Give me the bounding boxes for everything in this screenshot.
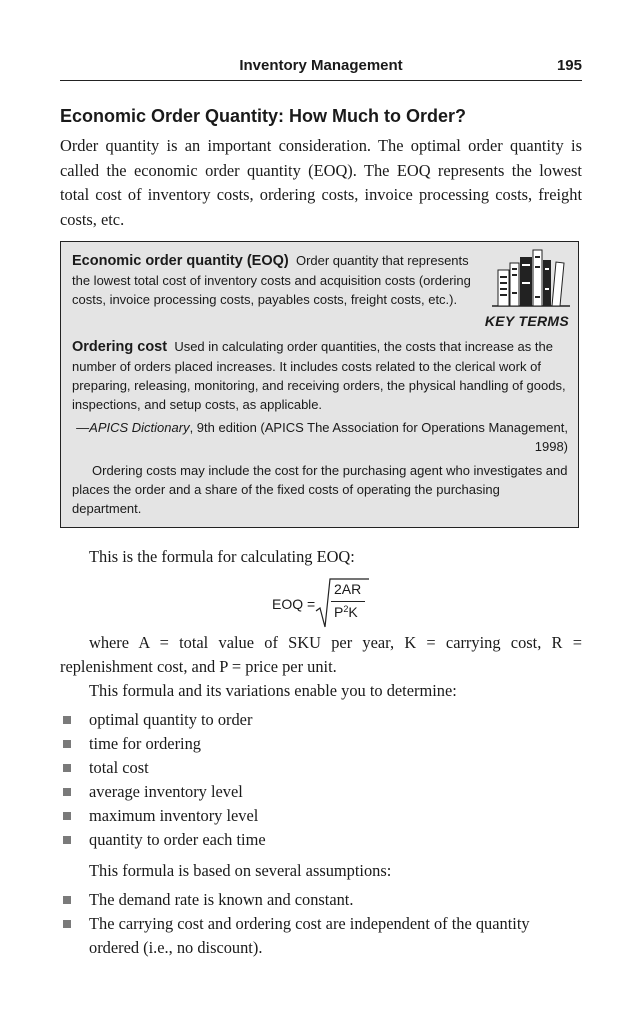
list-item: The carrying cost and ordering cost are independent of the quantity ordered (i.e., no discount). bbox=[60, 912, 582, 960]
formula-variables: where A = total value of SKU per year, K = carrying cost, R = replenishment cost, and P = price per unit. bbox=[60, 633, 582, 676]
citation-details: , 9th edition (APICS The Association for Operations Management, 1998) bbox=[189, 420, 568, 454]
key-term-eoq-definition: Order quantity that represents the lowest total cost of inventory costs and acquisition costs (ordering costs, invoice processing costs, payables costs, freight costs, etc.). bbox=[72, 253, 471, 307]
eoq-formula bbox=[272, 577, 382, 627]
determine-list bbox=[60, 708, 582, 852]
variations-text: This formula and its variations enable you to determine: bbox=[89, 681, 457, 700]
citation-dash: — bbox=[76, 420, 90, 435]
intro-paragraph: Order quantity is an important consideration. The optimal order quantity is called the economic order quantity (EOQ). The EOQ represents the lowest total cost of inventory costs, ordering costs, invoice processing costs, freight costs, etc. bbox=[60, 136, 582, 229]
key-term-ordering-cost bbox=[72, 337, 568, 414]
bullet-square-icon bbox=[63, 896, 71, 904]
formula-denominator: $P^2K$ bbox=[334, 604, 358, 620]
bullet-square-icon bbox=[63, 716, 71, 724]
formula-fraction-bar bbox=[331, 601, 365, 602]
list-item: average inventory level bbox=[60, 780, 582, 804]
bullet-square-icon bbox=[63, 812, 71, 820]
key-term-ordering-cost-term: Ordering cost bbox=[72, 339, 168, 355]
citation-source: APICS Dictionary bbox=[89, 420, 190, 435]
list-item: total cost bbox=[60, 756, 582, 780]
key-term-eoq-term: Economic order quantity (EOQ) bbox=[72, 253, 289, 269]
ordering-cost-note: Ordering costs may include the cost for the purchasing agent who investigates and places the order and a share of the fixed costs of operating the purchasing department. bbox=[72, 463, 568, 516]
list-item: time for ordering bbox=[60, 732, 582, 756]
list-item: The demand rate is known and constant. bbox=[60, 888, 582, 912]
key-term-eoq bbox=[72, 251, 490, 309]
bullet-square-icon bbox=[63, 836, 71, 844]
list-item: maximum inventory level bbox=[60, 804, 582, 828]
list-item: quantity to order each time bbox=[60, 828, 582, 852]
key-terms-box bbox=[60, 241, 579, 528]
section-title: Economic Order Quantity: How Much to Order? bbox=[60, 106, 467, 126]
assumptions-list bbox=[60, 888, 582, 960]
citation bbox=[72, 418, 568, 456]
key-term-ordering-cost-definition: Used in calculating order quantities, the costs that increase as the number of orders placed increases. It includes costs related to the clerical work of preparing, releasing, monitoring, and receiving orders, the physical handling of goods, inspections, and setup costs, as applicable. bbox=[72, 339, 566, 412]
running-header-title: Inventory Management bbox=[239, 57, 403, 74]
bullet-square-icon bbox=[63, 764, 71, 772]
key-terms-label: KEY TERMS bbox=[484, 313, 569, 329]
bullet-square-icon bbox=[63, 920, 71, 928]
assumptions-text: This formula is based on several assumptions: bbox=[89, 861, 392, 880]
list-item: optimal quantity to order bbox=[60, 708, 582, 732]
formula-lhs: EOQ = bbox=[272, 596, 316, 612]
bullet-square-icon bbox=[63, 788, 71, 796]
bullet-square-icon bbox=[63, 740, 71, 748]
running-header bbox=[60, 56, 582, 81]
page-number: 195 bbox=[556, 57, 582, 74]
books-icon bbox=[492, 248, 570, 310]
formula-numerator: 2AR bbox=[334, 581, 362, 597]
formula-intro: This is the formula for calculating EOQ: bbox=[89, 547, 355, 566]
